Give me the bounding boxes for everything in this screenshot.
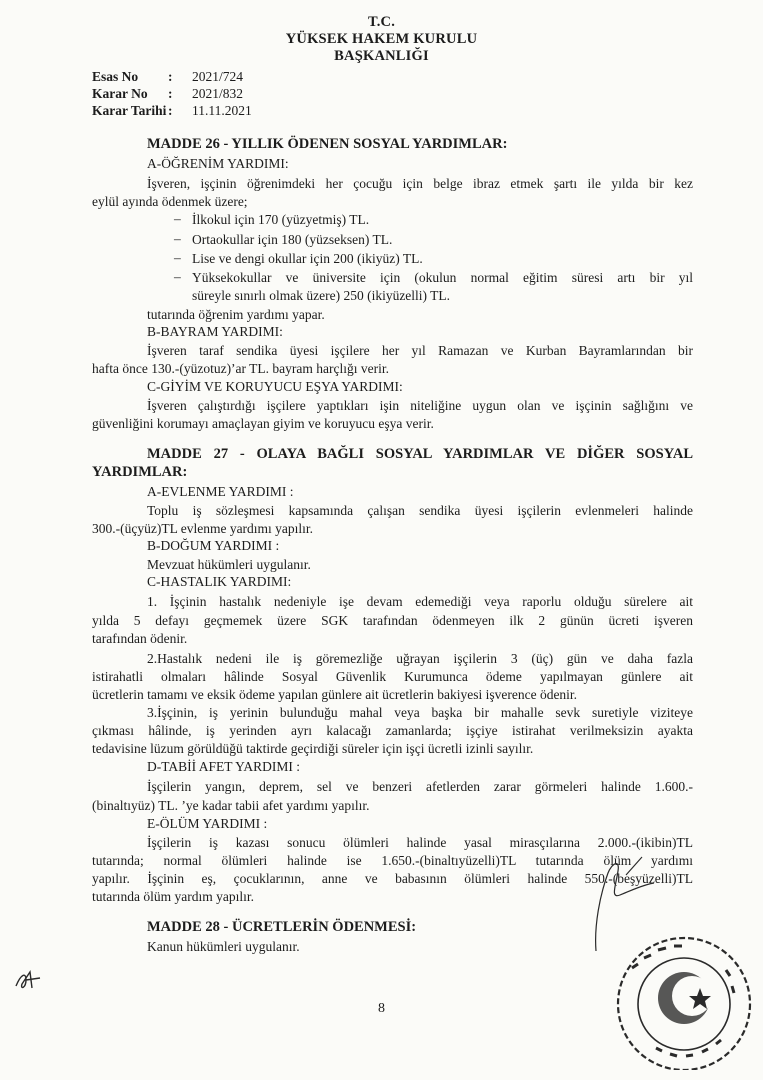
list-dash: – — [174, 211, 181, 226]
article-27-c2-l2: istirahatli olmaları hâlinde Sosyal Güvenlik Kurumunca ödeme yapılmayan günlere ait — [92, 669, 693, 684]
list-dash: – — [174, 269, 181, 284]
meta-key: Esas No — [92, 69, 139, 84]
meta-value: 11.11.2021 — [192, 103, 252, 118]
list-item: Ortaokullar için 180 (yüzseksen) TL. — [192, 232, 393, 247]
article-26-c-title: C-GİYİM VE KORUYUCU EŞYA YARDIMI: — [147, 379, 403, 394]
article-27-c1-l1: 1. İşçinin hastalık nedeniyle işe devam edemediği veya raporlu olduğu sürelere ait — [147, 594, 693, 609]
article-27-c-title: C-HASTALIK YARDIMI: — [147, 574, 292, 589]
article-27-a-title: A-EVLENME YARDIMI : — [147, 484, 294, 499]
article-27-e-l1: İşçilerin iş kazası sonucu ölümleri halinde yasal mirasçılarına 2.000.-(ikibin)TL — [147, 835, 693, 850]
meta-value: 2021/724 — [192, 69, 244, 84]
article-27-a-p2: 300.-(üçyüz)TL evlenme yardımı yapılır. — [92, 521, 314, 536]
meta-key: Karar No — [92, 86, 148, 101]
article-27-c2-l3: ücretlerin tamamı ve eksik ödeme yapılan günlere ait ücretlerin bakiyesi işverence ödenir. — [92, 687, 578, 702]
article-26-b-p2: hafta önce 130.-(yüzotuz)’ar TL. bayram harçlığı verir. — [92, 361, 389, 376]
article-27-b-title: B-DOĞUM YARDIMI : — [147, 538, 280, 553]
official-seal — [596, 930, 756, 1070]
page-number: 8 — [378, 1001, 385, 1016]
meta-karar — [92, 86, 243, 102]
article-27-d-title: D-TABİİ AFET YARDIMI : — [147, 759, 301, 774]
header-tc: T.C. — [367, 14, 396, 30]
article-27-c1-l2: yılda 5 defayı geçmemek üzere SGK tarafından ödenmeyen ilk 2 günün ücreti işveren — [92, 613, 693, 628]
list-item: Yüksekokullar ve üniversite için (okulun normal eğitim süresi artı bir yıl — [192, 270, 693, 285]
header-institution: YÜKSEK HAKEM KURULU — [285, 31, 478, 47]
article-27-b-p1: Mevzuat hükümleri uygulanır. — [147, 557, 311, 572]
article-26-a-title: A-ÖĞRENİM YARDIMI: — [147, 156, 289, 171]
article-28-p1: Kanun hükümleri uygulanır. — [147, 939, 300, 954]
article-27-a-p1: Toplu iş sözleşmesi kapsamında çalışan sendika üyesi işçilerin evlenmeleri halinde — [147, 503, 693, 518]
article-27-d-l1: İşçilerin yangın, deprem, sel ve benzeri afetlerden zarar görmeleri halinde 1.600.- — [147, 779, 693, 794]
article-27-e-l3: yapılır. İşçinin eş, çocuklarının, anne ve babasının ölümleri halinde 550.-(beşyüzelli)TL — [92, 871, 693, 886]
meta-esas — [92, 69, 243, 85]
article-26-c-p2: güvenliğini korumayı amaçlayan giyim ve koruyucu eşya verir. — [92, 416, 434, 431]
article-26-a-p2: eylül ayında ödenmek üzere; — [92, 194, 248, 209]
article-27-c1-l3: tarafından ödenir. — [92, 631, 188, 646]
handwritten-initial — [12, 966, 46, 996]
list-dash: – — [174, 250, 181, 265]
article-27-title-cont: YARDIMLAR: — [92, 464, 188, 480]
article-27-c2-l1: 2.Hastalık nedeni ile iş göremezliğe uğrayan işçilerin 3 (üç) gün ve daha fazla — [147, 651, 693, 666]
article-26-b-title: B-BAYRAM YARDIMI: — [147, 324, 283, 339]
list-item: Lise ve dengi okullar için 200 (ikiyüz) TL. — [192, 251, 423, 266]
meta-date — [92, 103, 252, 119]
article-27-e-l2: tutarında; normal ölümleri halinde ise 1.650.-(binaltıyüzelli)TL tutarında ölüm yardımı — [92, 853, 693, 868]
list-item: İlkokul için 170 (yüzyetmiş) TL. — [192, 212, 370, 227]
meta-sep: : — [168, 86, 173, 101]
list-item: süreyle sınırlı olmak üzere) 250 (ikiyüzelli) TL. — [192, 288, 451, 303]
meta-key: Karar Tarihi — [92, 103, 167, 118]
meta-sep: : — [168, 69, 173, 84]
article-26-c-p1: İşveren çalıştırdığı işçilere yaptıkları işin niteliğine uygun olan ve işçinin sağlığını ve — [147, 398, 693, 413]
meta-sep: : — [168, 103, 173, 118]
article-26-a-p1: İşveren, işçinin öğrenimdeki her çocuğu için belge ibraz etmek şartı ile yılda bir kez — [147, 176, 693, 191]
article-26-a-p3: tutarında öğrenim yardımı yapar. — [147, 307, 325, 322]
article-27-e-title: E-ÖLÜM YARDIMI : — [147, 816, 268, 831]
list-dash: – — [174, 231, 181, 246]
article-27-e-l4: tutarında ölüm yardım yapılır. — [92, 889, 254, 904]
article-26-title: MADDE 26 - YILLIK ÖDENEN SOSYAL YARDIMLAR: — [147, 136, 508, 152]
article-27-title: MADDE 27 - OLAYA BAĞLI SOSYAL YARDIMLAR VE DİĞER SOSYAL — [147, 446, 693, 462]
article-27-c3-l1: 3.İşçinin, iş yerinin bulunduğu mahal veya başka bir mahalle sevk suretiyle viziteye — [147, 705, 693, 720]
article-27-c3-l3: tedavisine lüzum görüldüğü taktirde geçirdiği süreler için işçi ücretli izinli sayılır. — [92, 741, 534, 756]
meta-value: 2021/832 — [192, 86, 244, 101]
article-26-b-p1: İşveren taraf sendika üyesi işçilere her yıl Ramazan ve Kurban Bayramlarından bir — [147, 343, 693, 358]
article-28-title: MADDE 28 - ÜCRETLERİN ÖDENMESİ: — [147, 919, 417, 935]
article-27-c3-l2: çıkması hâlinde, iş yerinden ayrı kalacağı zamanlarda; işçiye istirahat verilmeksizin ayakta — [92, 723, 693, 738]
header-department: BAŞKANLIĞI — [334, 48, 429, 64]
article-27-d-l2: (binaltıyüz) TL. ’ye kadar tabii afet yardımı yapılır. — [92, 798, 370, 813]
